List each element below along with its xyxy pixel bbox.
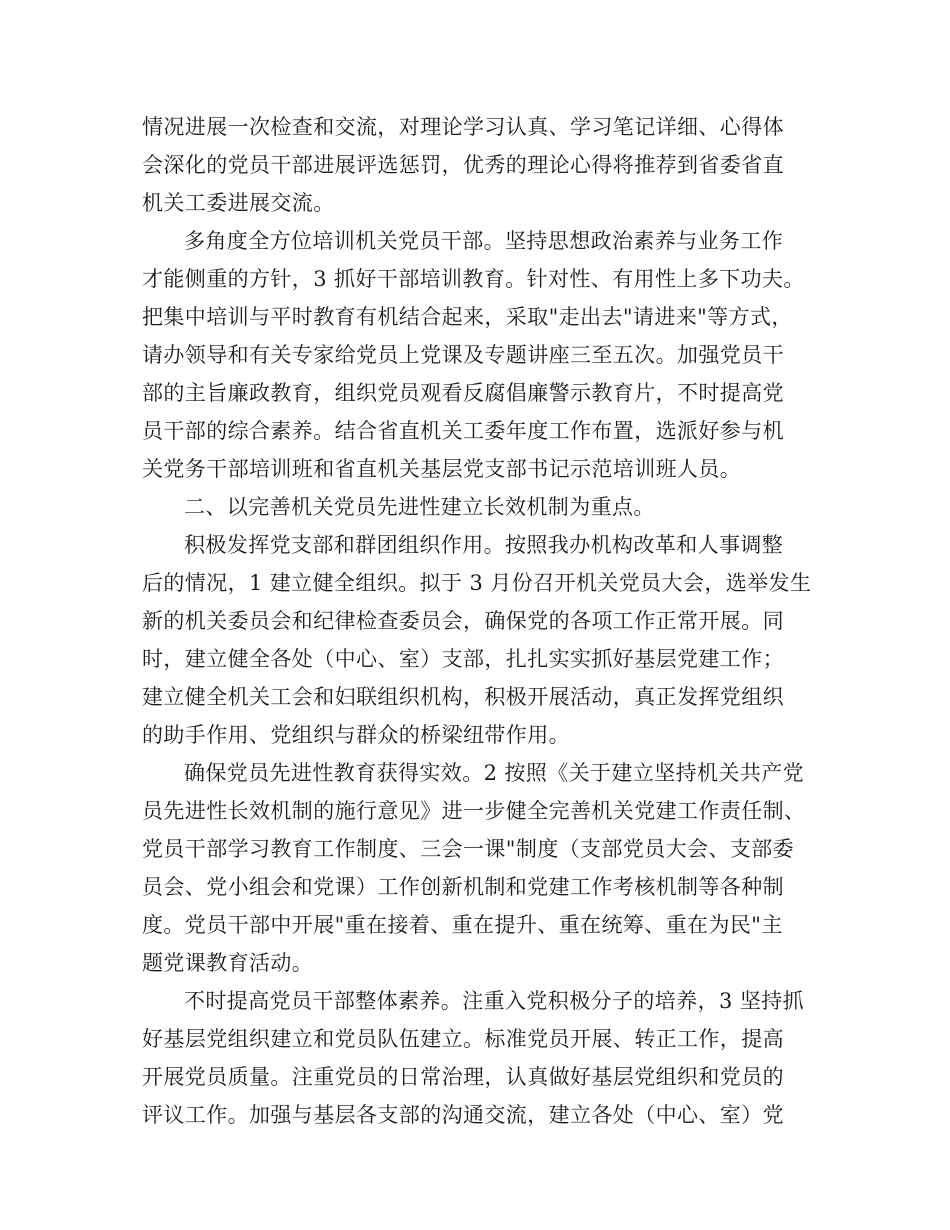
text-line: 评议工作。加强与基层各支部的沟通交流，建立各处（中心、室）党 — [142, 1103, 784, 1127]
text-line: 时，建立健全各处（中心、室）支部，扎扎实实抓好基层党建工作； — [142, 647, 784, 671]
text-line: 好基层党组织建立和党员队伍建立。标准党员开展、转正工作，提高 — [142, 1027, 784, 1051]
text-line: 才能侧重的方针，3 抓好干部培训教育。针对性、有用性上多下功夫。 — [142, 267, 805, 291]
text-line: 关党务干部培训班和省直机关基层党支部书记示范培训班人员。 — [142, 457, 742, 481]
text-line: 度。党员干部中开展"重在接着、重在提升、重在统筹、重在为民"主 — [142, 913, 783, 937]
text-line: 新的机关委员会和纪律检查委员会，确保党的各项工作正常开展。同 — [142, 609, 784, 633]
text-line: 建立健全机关工会和妇联组织机构，积极开展活动，真正发挥党组织 — [142, 685, 784, 709]
text-line: 请办领导和有关专家给党员上党课及专题讲座三至五次。加强党员干 — [142, 343, 784, 367]
text-line: 员先进性长效机制的施行意见》进一步健全完善机关党建工作责任制、 — [142, 799, 806, 823]
text-line: 党员干部学习教育工作制度、三会一课"制度（支部党员大会、支部委 — [142, 837, 795, 861]
text-line: 会深化的党员干部进展评选惩罚，优秀的理论心得将推荐到省委省直 — [142, 153, 784, 177]
text-line: 积极发挥党支部和群团组织作用。按照我办机构改革和人事调整 — [184, 533, 784, 557]
text-line: 把集中培训与平时教育有机结合起来，采取"走出去"请进来"等方式， — [142, 305, 793, 329]
text-line: 部的主旨廉政教育，组织党员观看反腐倡廉警示教育片，不时提高党 — [142, 381, 784, 405]
text-line: 员会、党小组会和党课）工作创新机制和党建工作考核机制等各种制 — [142, 875, 784, 899]
text-line: 后的情况，1 建立健全组织。拟于 3 月份召开机关党员大会，选举发生 — [142, 571, 812, 595]
text-line: 不时提高党员干部整体素养。注重入党积极分子的培养，3 坚持抓 — [184, 989, 805, 1013]
document-body — [142, 108, 832, 1134]
text-line: 情况进展一次检查和交流，对理论学习认真、学习笔记详细、心得体 — [142, 115, 784, 139]
text-line: 员干部的综合素养。结合省直机关工委年度工作布置，选派好参与机 — [142, 419, 784, 443]
text-line: 开展党员质量。注重党员的日常治理，认真做好基层党组织和党员的 — [142, 1065, 784, 1089]
text-line: 多角度全方位培训机关党员干部。坚持思想政治素养与业务工作 — [184, 229, 784, 253]
text-line: 确保党员先进性教育获得实效。2 按照《关于建立坚持机关共产党 — [184, 761, 805, 785]
text-line: 题党课教育活动。 — [142, 951, 314, 975]
text-line: 二、以完善机关党员先进性建立长效机制为重点。 — [184, 495, 655, 519]
text-line: 的助手作用、党组织与群众的桥梁纽带作用。 — [142, 723, 570, 747]
text-line: 机关工委进展交流。 — [142, 191, 335, 215]
